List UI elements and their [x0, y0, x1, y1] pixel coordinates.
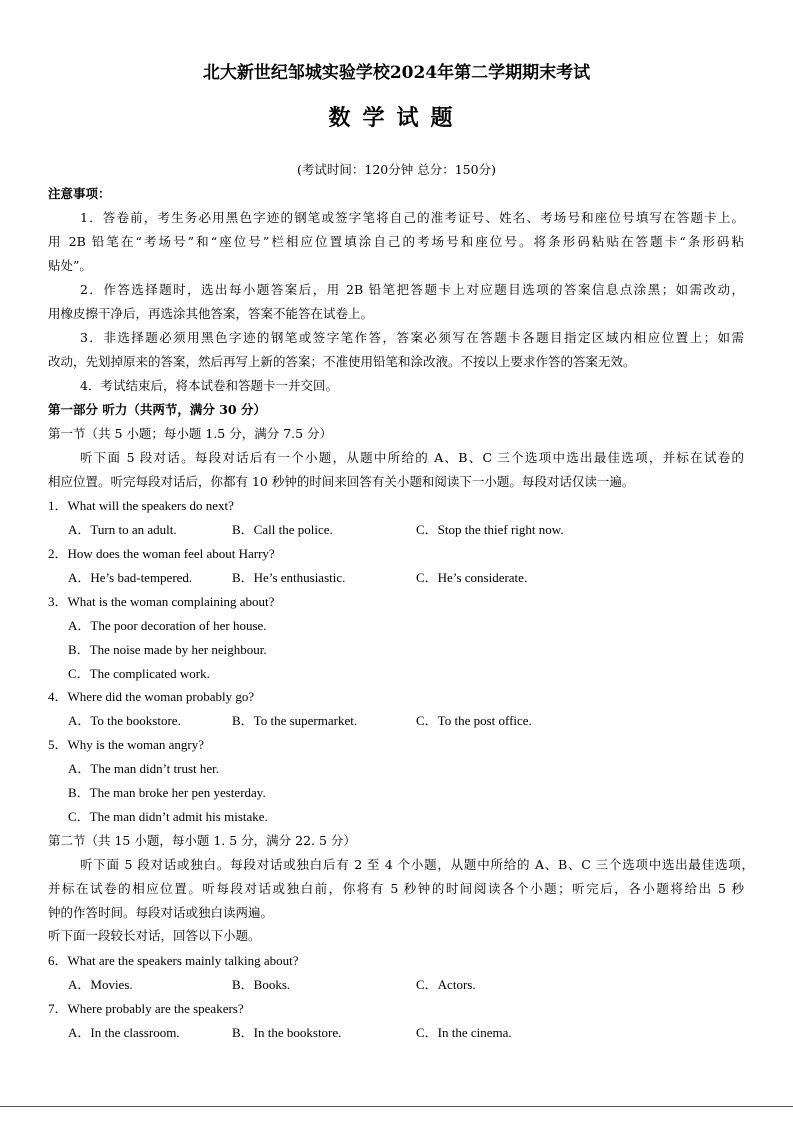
option-b: B．In the bookstore. — [232, 1025, 342, 1040]
notice-item-3-line-1: 3．非选择题必须用黑色字迹的钢笔或签字笔作答，答案必须写在答题卡各题目指定区域内相应位置上；如需 — [80, 330, 744, 345]
option-a: A．He’s bad-tempered. — [68, 570, 193, 585]
notice-item-4: 4．考试结束后，将本试卷和答题卡一并交回。 — [80, 378, 338, 393]
page-bottom-rule — [0, 1106, 793, 1107]
section2-instructions-line-3: 钟的作答时间。每段对话或独白读两遍。 — [48, 905, 274, 920]
question-stem: 5．Why is the woman angry? — [48, 737, 204, 752]
question-stem: 3．What is the woman complaining about? — [48, 594, 275, 609]
option-b: B．The noise made by her neighbour. — [68, 642, 267, 657]
notice-item-3-line-2: 改动，先划掉原来的答案，然后再写上新的答案；不准使用铅笔和涂改液。不按以上要求作答的答案无效。 — [48, 354, 636, 369]
notice-item-2-line-1: 2．作答选择题时，选出每小题答案后，用 2B 铅笔把答题卡上对应题目选项的答案信息点涂黑；如需改动， — [80, 282, 744, 297]
section2-heading: 第二节（共 15 小题，每小题 1. 5 分，满分 22. 5 分） — [48, 833, 356, 848]
subject-title: 数学试题 — [328, 105, 465, 131]
notice-item-1-line-3: 贴处”。 — [48, 258, 92, 273]
option-a: A．In the classroom. — [68, 1025, 180, 1040]
notice-heading: 注意事项： — [48, 186, 111, 201]
question-stem: 7．Where probably are the speakers? — [48, 1001, 244, 1016]
exam-info: (考试时间：120分钟 总分：150分) — [297, 162, 496, 177]
option-c: C．Stop the thief right now. — [416, 522, 564, 537]
option-c: C．He’s considerate. — [416, 570, 528, 585]
question-stem: 6．What are the speakers mainly talking about? — [48, 953, 299, 968]
school-title: 北大新世纪邹城实验学校2024年第二学期期末考试 — [202, 63, 591, 83]
question-stem: 4．Where did the woman probably go? — [48, 689, 255, 704]
section1-heading: 第一节（共 5 小题；每小题 1.5 分，满分 7.5 分） — [48, 426, 333, 441]
section1-instructions-line-1: 听下面 5 段对话。每段对话后有一个小题，从题中所给的 A、B、C 三个选项中选出最佳选项，并标在试卷的 — [80, 450, 744, 465]
section2-lead: 听下面一段较长对话，回答以下小题。 — [48, 928, 261, 943]
question-stem: 2．How does the woman feel about Harry? — [48, 546, 275, 561]
option-c: C．To the post office. — [416, 713, 532, 728]
option-a: A．Movies. — [68, 977, 133, 992]
option-a: A．The man didn’t trust her. — [68, 761, 220, 776]
option-c: C．The complicated work. — [68, 666, 210, 681]
notice-item-2-line-2: 用橡皮擦干净后，再选涂其他答案，答案不能答在试卷上。 — [48, 306, 374, 321]
option-a: A．To the bookstore. — [68, 713, 181, 728]
option-b: B．Call the police. — [232, 522, 333, 537]
question-stem: 1．What will the speakers do next? — [48, 498, 234, 513]
option-c: C．The man didn’t admit his mistake. — [68, 809, 268, 824]
section2-instructions-line-2: 并标在试卷的相应位置。听每段对话或独白前，你将有 5 秒钟的时间阅读各个小题；听完后，各小题将给出 5 秒 — [48, 881, 744, 896]
option-c: C．In the cinema. — [416, 1025, 512, 1040]
option-a: A．Turn to an adult. — [68, 522, 177, 537]
option-a: A．The poor decoration of her house. — [68, 618, 267, 633]
part1-heading: 第一部分 听力（共两节，满分 30 分） — [48, 402, 266, 417]
option-c: C．Actors. — [416, 977, 476, 992]
option-b: B．He’s enthusiastic. — [232, 570, 346, 585]
notice-item-1-line-2: 用 2B 铅笔在“考场号”和“座位号”栏相应位置填涂自己的考场号和座位号。将条形码粘贴在答题卡“条形码粘 — [48, 234, 744, 249]
option-b: B．To the supermarket. — [232, 713, 358, 728]
option-b: B．The man broke her pen yesterday. — [68, 785, 266, 800]
notice-item-1-line-1: 1．答卷前，考生务必用黑色字迹的钢笔或签字笔将自己的准考证号、姓名、考场号和座位号填写在答题卡上。 — [80, 210, 744, 225]
option-b: B．Books. — [232, 977, 291, 992]
section1-instructions-line-2: 相应位置。听完每段对话后，你都有 10 秒钟的时间来回答有关小题和阅读下一小题。每段对话仅读一遍。 — [48, 474, 635, 489]
section2-instructions-line-1: 听下面 5 段对话或独白。每段对话或独白后有 2 至 4 个小题，从题中所给的 A、B、C 三个选项中选出最佳选项， — [80, 857, 754, 872]
